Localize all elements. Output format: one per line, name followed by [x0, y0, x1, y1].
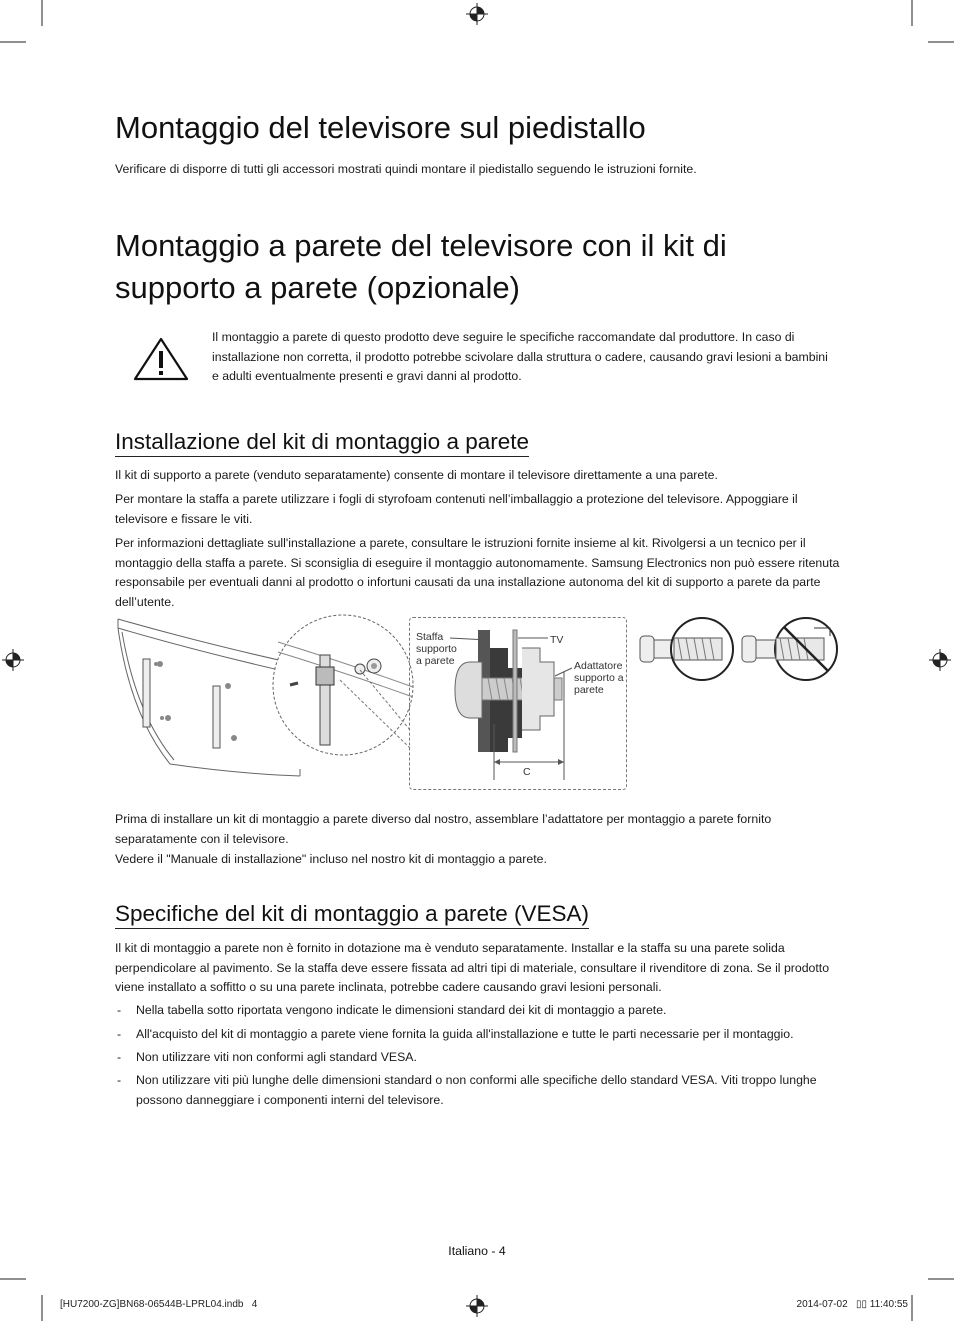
install-para-3: Per informazioni dettagliate sull'installazione a parete, consultare le istruzioni fornite insieme al kit. Rivolgersi a un tecnico per il montaggio della staffa a parete. Si sconsiglia di eseguire il montaggio autonomamente. Samsung Electronics non può essere ritenuta responsabile per eventuali danni al prodotto o infortuni causati da una installazione autonoma del kit di supporto a parete da parte dell’utente. [115, 536, 840, 609]
callout-lines [330, 630, 420, 790]
install-para-2: Per montare la staffa a parete utilizzare i fogli di styrofoam contenuti nell’imballaggio a protezione del televisore. Appoggiare il televisore e fissare le viti. [115, 492, 798, 526]
install-heading: Installazione del kit di montaggio a parete [115, 429, 529, 457]
wall-mount-title-line1: Montaggio a parete del televisore con il kit di [115, 228, 727, 263]
label-bracket: Staffa supporto a parete [416, 631, 457, 667]
footer-date: 2014-07-02 ▯▯ 11:40:55 [796, 1299, 908, 1310]
wall-mount-title-line2: supporto a parete (opzionale) [115, 270, 520, 305]
vesa-para: Il kit di montaggio a parete non è fornito in dotazione ma è venduto separatamente. Installar e la staffa su una parete solida perpendicolare al pavimento. Se la staffa deve essere fissata ad altri tipi di materiale, consultare il rivenditore di zona. Se il prodotto viene installato a soffitto o su una parete inclinata, potrebbe cadere causando gravi lesioni personali. [115, 941, 830, 995]
correct-screw-icon [636, 616, 736, 682]
adapter-note: Prima di installare un kit di montaggio a parete diverso dal nostro, assemblare l’adattatore per montaggio a parete fornito separatamente con il televisore. [115, 812, 772, 846]
vesa-heading: Specifiche del kit di montaggio a parete (VESA) [115, 901, 589, 929]
footer-file: [HU7200-ZG]BN68-06544B-LPRL04.indb 4 [60, 1299, 258, 1310]
page-title: Montaggio del televisore sul piedistallo [115, 110, 646, 145]
prohibited-screw-icon [740, 616, 840, 682]
intro-text: Verificare di disporre di tutti gli accessori mostrati quindi montare il piedistallo seguendo le istruzioni fornite. [115, 162, 697, 176]
install-para-1: Il kit di supporto a parete (venduto separatamente) consente di montare il televisore direttamente a una parete. [115, 468, 718, 482]
registration-mark-left-icon [2, 649, 24, 671]
manual-note: Vedere il "Manuale di installazione" incluso nel nostro kit di montaggio a parete. [115, 852, 547, 866]
warning-triangle-icon [132, 336, 190, 382]
registration-mark-right-icon [929, 649, 951, 671]
label-adapter: Adattatore supporto a parete [574, 660, 624, 696]
warning-text: Il montaggio a parete di questo prodotto deve seguire le specifiche raccomandate dal produttore. In caso di installazione non corretta, il prodotto potrebbe scivolare dalla struttura o cadere, causando gravi lesioni a bambini e adulti eventualmente presenti e gravi danni al prodotto. [212, 330, 828, 384]
label-c: C [523, 766, 531, 778]
page-number: Italiano - 4 [448, 1244, 506, 1258]
registration-mark-bottom-icon [466, 1295, 488, 1317]
registration-mark-top-icon [466, 3, 488, 25]
label-tv: TV [550, 634, 564, 646]
